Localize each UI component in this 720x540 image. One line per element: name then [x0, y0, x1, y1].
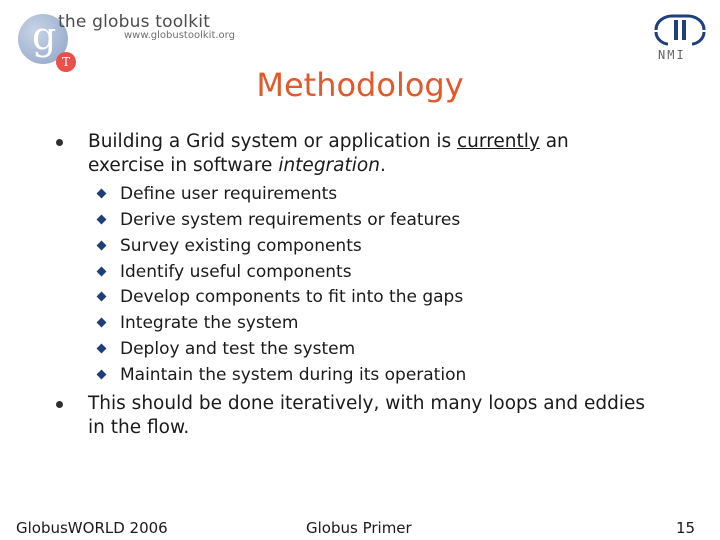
bullet-iterative: [56, 392, 676, 442]
bullet-building-grid: [56, 130, 676, 180]
footer-event: GlobusWORLD 2006: [16, 519, 168, 537]
globus-t-circle: T: [56, 52, 76, 72]
nmi-text: NMI: [658, 48, 686, 62]
sub-item-text: Identify useful components: [120, 262, 352, 282]
footer-title: Globus Primer: [306, 519, 412, 537]
logo-url: www.globustoolkit.org: [124, 30, 235, 41]
sub-item-text: Integrate the system: [120, 313, 299, 333]
bullet-dot-icon: [56, 401, 63, 408]
sub-item-text: Develop components to fit into the gaps: [120, 287, 464, 307]
page-number: 15: [676, 519, 696, 537]
nmi-logo: [650, 10, 710, 70]
slide-title: Methodology: [256, 66, 464, 104]
diamond-bullet-icon: [97, 292, 107, 302]
bullet2-text: This should be done iteratively, with many loops and eddies in the flow.: [88, 393, 645, 438]
diamond-bullet-icon: [97, 370, 107, 380]
logo-title: the globus toolkit: [58, 12, 211, 32]
sub-item-text: Survey existing components: [120, 236, 362, 256]
diamond-bullet-icon: [97, 241, 107, 251]
diamond-bullet-icon: [97, 318, 107, 328]
diamond-bullet-icon: [97, 267, 107, 277]
nmi-emblem-icon: [650, 10, 710, 50]
bullet1-middle: an exercise in software: [88, 131, 569, 176]
diamond-bullet-icon: [97, 189, 107, 199]
bullet1-underlined: currently: [457, 131, 540, 152]
globus-toolkit-logo: [14, 8, 254, 74]
sub-item-text: Derive system requirements or features: [120, 210, 461, 230]
sub-item-text: Deploy and test the system: [120, 339, 356, 359]
bullet1-italic: integration: [278, 155, 380, 176]
sub-item-text: Maintain the system during its operation: [120, 365, 467, 385]
diamond-bullet-icon: [97, 215, 107, 225]
bullet1-text: [88, 130, 648, 178]
bullet1-suffix: .: [379, 155, 386, 176]
bullet1-prefix: Building a Grid system or application is: [88, 131, 458, 152]
bullet-dot-icon: [56, 139, 63, 146]
globus-g-letter: g: [32, 14, 57, 58]
diamond-bullet-icon: [97, 344, 107, 354]
sub-item-text: Define user requirements: [120, 184, 338, 204]
